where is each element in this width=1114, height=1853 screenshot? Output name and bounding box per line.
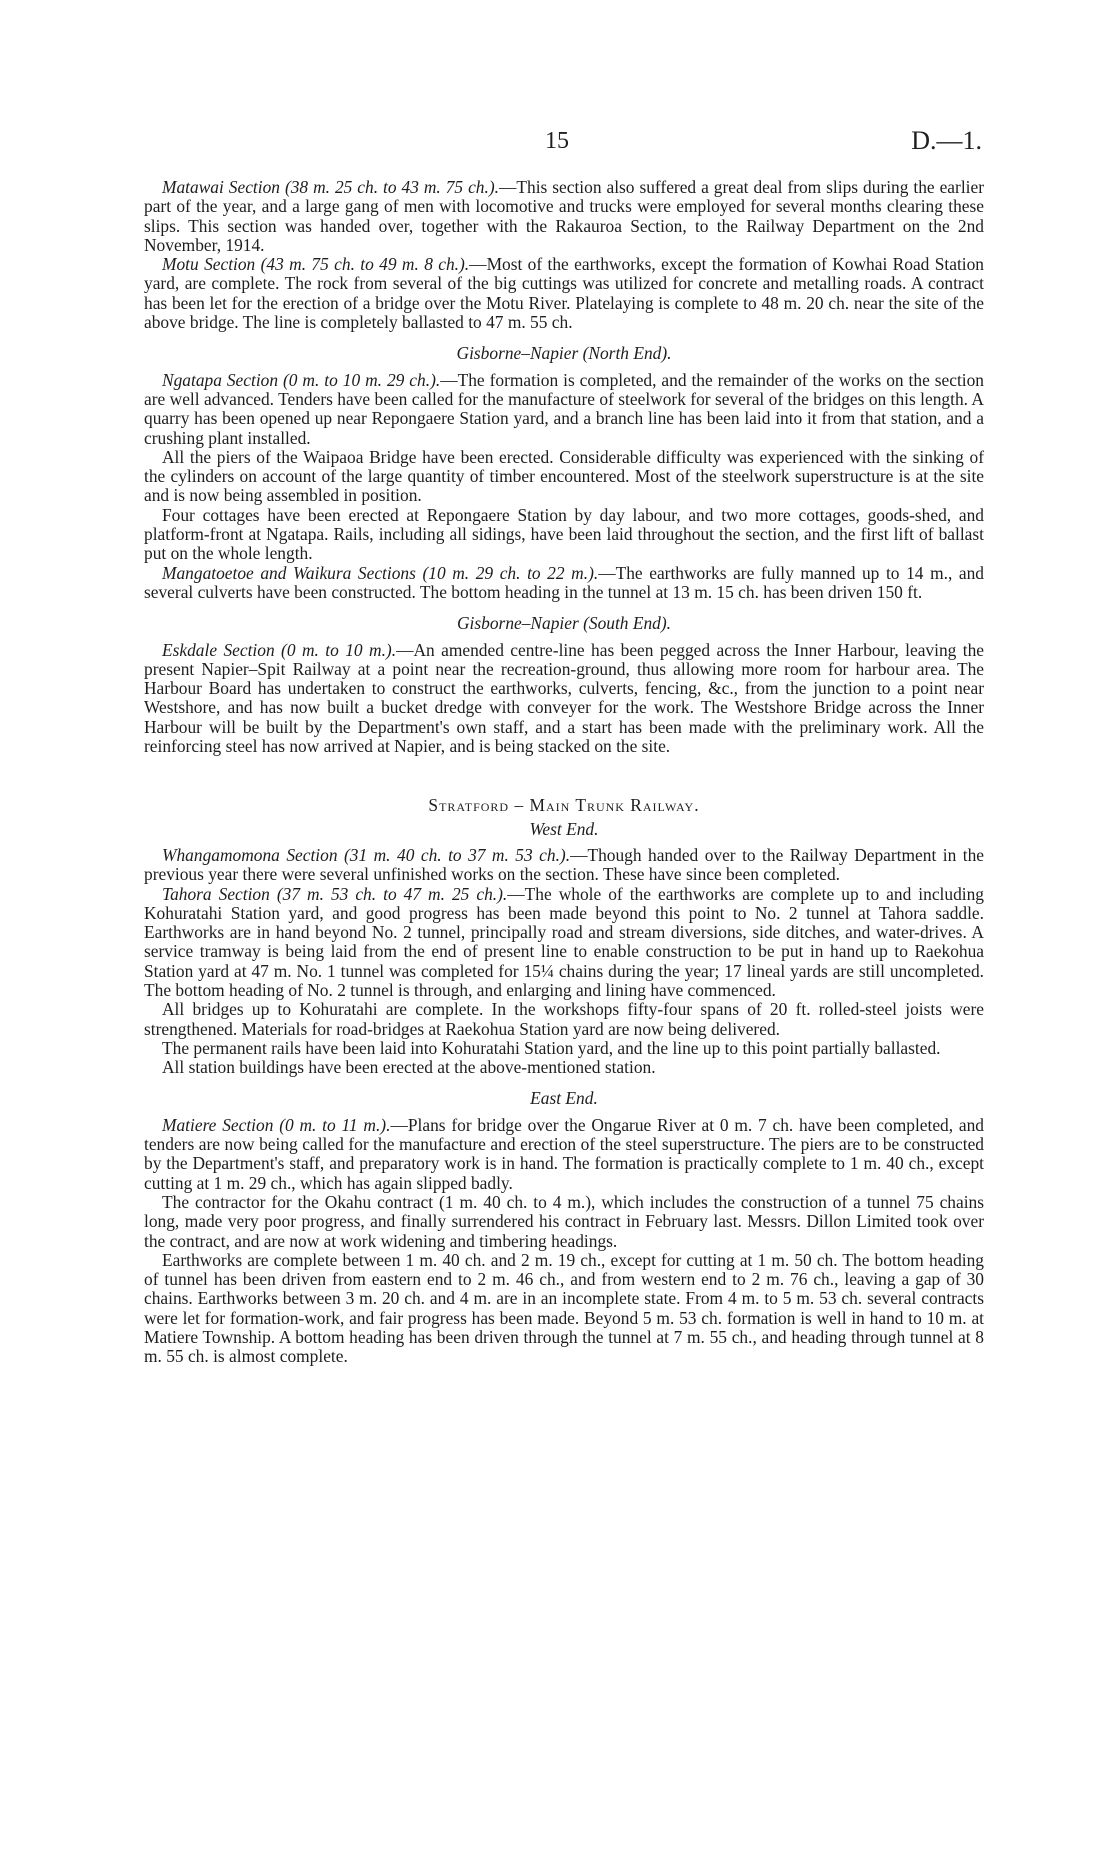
heading-gisborne-napier-south: Gisborne–Napier (South End). [457, 613, 671, 634]
paragraph-permanent-rails: The permanent rails have been laid into Kohuratahi Station yard, and the line up to this point partially ballasted. [162, 1037, 941, 1058]
section-lead: Matiere Section (0 m. to 11 m.). [162, 1114, 391, 1135]
section-lead: Motu Section (43 m. 75 ch. to 49 m. 8 ch.). [162, 254, 470, 275]
paragraph-text: —Though handed over to the Railway Department in the previous year there were several unfinished works on the section. These have since been completed. [144, 844, 984, 885]
section-lead: Matawai Section (38 m. 25 ch. to 43 m. 75 ch.). [162, 177, 499, 197]
paragraph-cottages: Four cottages have been erected at Repongaere Station by day labour, and two more cottages, goods-shed, and platform-front at Ngatapa. Rails, including all sidings, have been laid throughout the section, and the first lift of ballast put on the whole length. [144, 504, 984, 564]
paragraph-ngatapa [144, 371, 984, 448]
paragraph-whangamomona [144, 846, 984, 885]
paragraph-text: —This section also suffered a great deal from slips during the earlier part of the year, and a large gang of men with locomotive and trucks were employed for several months clearing these slips. This section was handed over, together with the Rakauroa Section, to the Railway Department on the 2nd November, 1914. [144, 177, 984, 255]
section-lead: Mangatoetoe and Waikura Sections (10 m. 29 ch. to 22 m.). [162, 562, 599, 583]
paragraph-mangatoetoe [144, 564, 984, 603]
paragraph-text: —The formation is completed, and the remainder of the works on the section are well advanced. Tenders have been called for the manufacture of steelwork for several of the bridges on this length. A quarry has been opened up near Repongaere Station yard, and a branch line has been laid into it from that station, and a crushing plant installed. [144, 369, 984, 448]
paragraph-text: —Plans for bridge over the Ongarue River at 0 m. 7 ch. have been completed, and tenders are now being called for the manufacture and erection of the steel superstructure. The piers are to be constructed by the Department's staff, and preparatory work is in hand. The formation is practically complete to 1 m. 40 ch., except cutting at 1 m. 29 ch., which has again slipped badly. [144, 1114, 984, 1193]
heading-stratford-main-trunk: Stratford – Main Trunk Railway. [428, 795, 700, 816]
body-text [144, 178, 984, 1367]
paragraph-earthworks-complete: Earthworks are complete between 1 m. 40 ch. and 2 m. 19 ch., except for cutting at 1 m. 50 ch. The bottom heading of tunnel has been driven from eastern end to 2 m. 46 ch., and from western end to 2 m. 76 ch., leaving a gap of 30 chains. Earthworks between 3 m. 20 ch. and 4 m. are in an incomplete state. From 4 m. to 5 m. 53 ch. several contracts were let for formation-work, and fair progress has been made. Beyond 5 m. 53 ch. formation is well in hand to 10 m. at Matiere Township. A bottom heading has been driven through the tunnel at 7 m. 55 ch., and heading through tunnel at 8 m. 55 ch. is almost complete. [144, 1249, 984, 1367]
section-lead: Ngatapa Section (0 m. to 10 m. 29 ch.). [162, 369, 441, 390]
paragraph-tahora [144, 885, 984, 1001]
section-lead: Eskdale Section (0 m. to 10 m.). [162, 639, 397, 660]
paragraph-okahu-contract: The contractor for the Okahu contract (1 m. 40 ch. to 4 m.), which includes the construction of a tunnel 75 chains long, made very poor progress, and finally surrendered his contract in February last. Messrs. Dillon Limited took over the contract, and are now at work widening and timbering headings. [144, 1191, 984, 1251]
paragraph-text: —The whole of the earthworks are complete up to and including Kohuratahi Station yard, and good progress has been made beyond this point to No. 2 tunnel at Tahora saddle. Earthworks are in hand beyond No. 2 tunnel, principally road and stream diversions, side ditches, and water-drives. A service tramway is being laid from the end of present line to enable construction to be put in hand up to Raekohua Station yard at 47 m. No. 1 tunnel was completed for 15¼ chains during the year; 17 lineal yards are still uncompleted. The bottom heading of No. 2 tunnel is through, and enlarging and lining have commenced. [144, 883, 984, 1000]
section-lead: Tahora Section (37 m. 53 ch. to 47 m. 25 ch.). [162, 883, 508, 904]
section-lead: Whangamomona Section (31 m. 40 ch. to 37 m. 53 ch.). [162, 844, 571, 865]
paragraph-station-buildings: All station buildings have been erected at the above-mentioned station. [162, 1057, 656, 1078]
page-number: 15 [545, 128, 569, 154]
heading-west-end: West End. [529, 818, 599, 839]
paragraph-eskdale [144, 641, 984, 757]
document-reference: D.—1. [911, 126, 982, 155]
paragraph-matawai [144, 178, 984, 255]
heading-gisborne-napier-north: Gisborne–Napier (North End). [456, 343, 672, 364]
heading-east-end: East End. [530, 1088, 598, 1109]
paragraph-waipaoa-bridge: All the piers of the Waipaoa Bridge have been erected. Considerable difficulty was experienced with the sinking of the cylinders on account of the large quantity of timber encountered. Most of the steelwork superstructure is at the site and is now being assembled in position. [144, 446, 984, 506]
paragraph-bridges: All bridges up to Kohuratahi are complete. In the workshops fifty-four spans of 20 ft. rolled-steel joists were strengthened. Materials for road-bridges at Raekohua Station yard are now being delivered. [144, 999, 984, 1039]
paragraph-text: —An amended centre-line has been pegged across the Inner Harbour, leaving the present Napier–Spit Railway at a point near the recreation-ground, thus allowing more room for harbour area. The Harbour Board has undertaken to construct the earthworks, culverts, fencing, &c., from the junction to a point near Westshore, and has now built a bucket dredge with conveyer for the work. The Westshore Bridge across the Inner Harbour will be built by the Department's own staff, and a start has been made with the preliminary work. All the reinforcing steel has now arrived at Napier, and is being stacked on the site. [144, 639, 984, 757]
paragraph-text: —Most of the earthworks, except the formation of Kowhai Road Station yard, are complete. The rock from several of the big cuttings was utilized for concrete and metalling roads. A contract has been let for the erection of a bridge over the Motu River. Platelaying is complete to 48 m. 20 ch. near the site of the above bridge. The line is completely ballasted to 47 m. 55 ch. [144, 254, 984, 333]
paragraph-text: —The earthworks are fully manned up to 14 m., and several culverts have been constructed. The bottom heading in the tunnel at 13 m. 15 ch. has been driven 150 ft. [144, 562, 984, 602]
paragraph-matiere [144, 1116, 984, 1193]
paragraph-motu [144, 255, 984, 332]
